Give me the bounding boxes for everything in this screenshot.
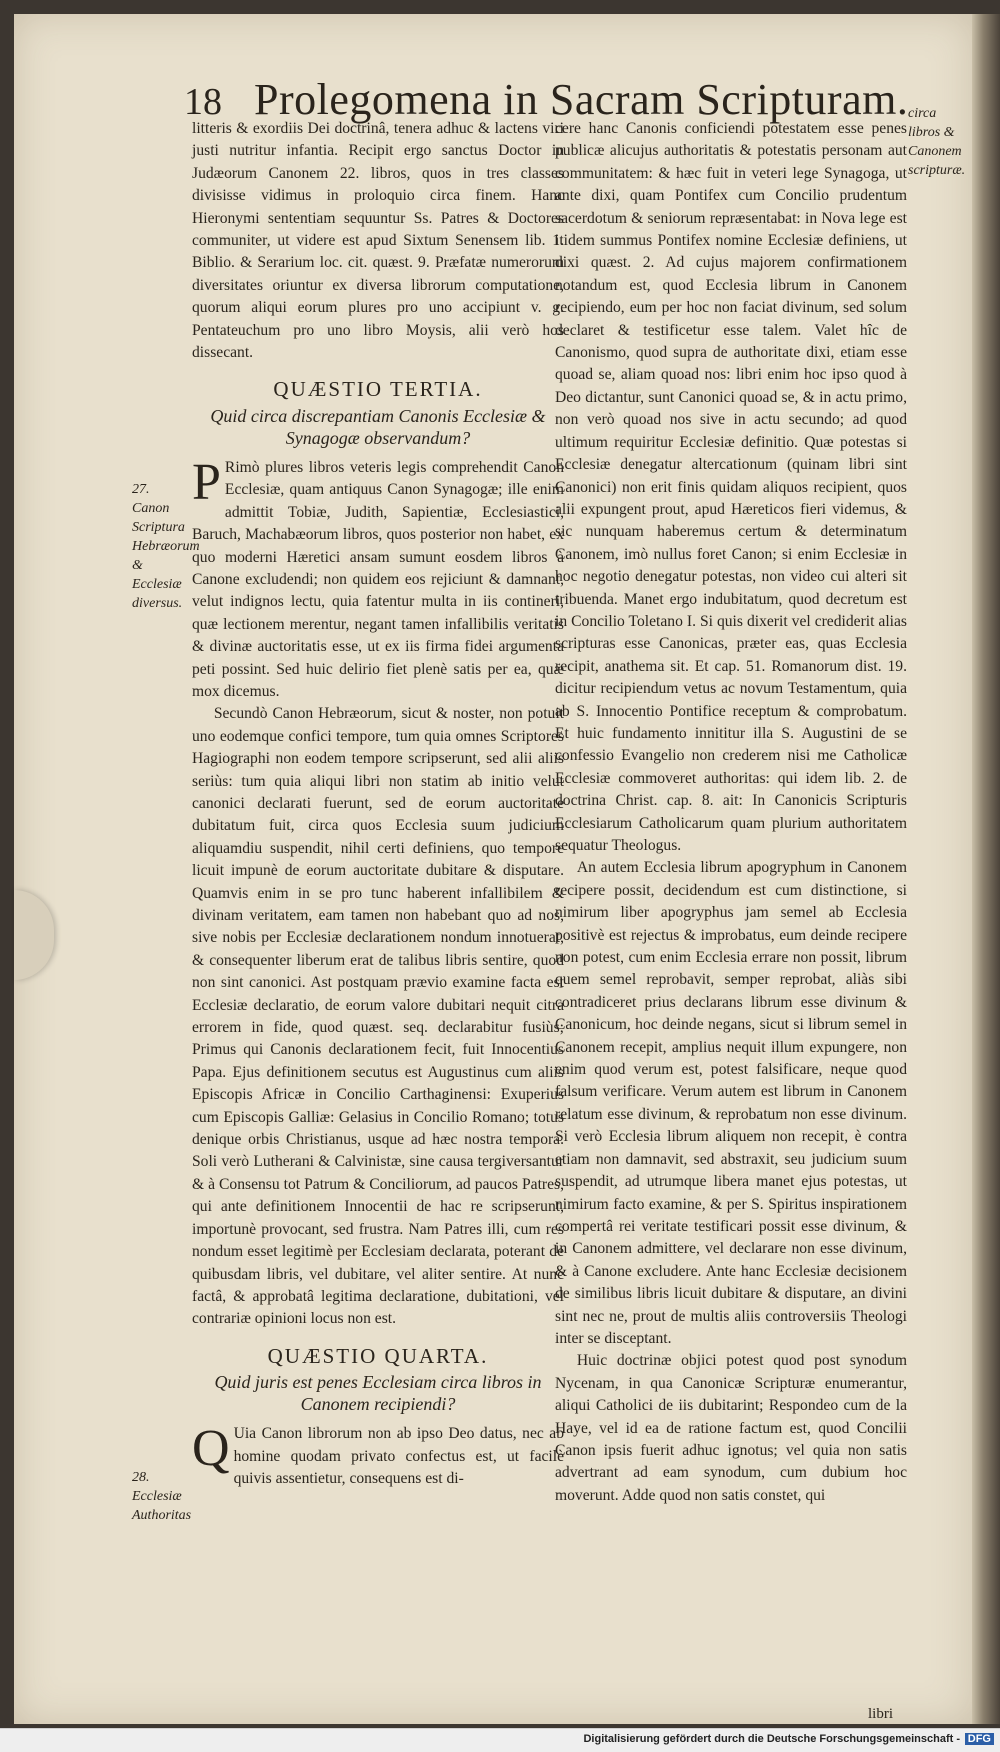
digitization-footer [0, 1728, 1000, 1752]
quaestio-quarta-heading: QUÆSTIO QUARTA. [267, 1343, 489, 1368]
margin-note-28: 28. Ecclesiæ Authoritas [132, 1470, 192, 1523]
right-paragraph-3: Huic doctrinæ objici potest quod post synodum Nycenam, in qua Canonicæ Scripturæ enumerantur, aliqui Catholici de iis dubitarint; Respondeo cum de la Haye, vel id ea de ratione factum est, quod Concilii Canon ipsis fuerit adhuc ignotus; vel quia non satis advertrant ad eam synodum, cum dubium hoc moverunt. Adde quod non satis constet, qui [555, 1352, 907, 1504]
right-column [555, 118, 907, 1507]
quaestio-quarta-paragraph-1 [192, 1420, 564, 1490]
left-column [192, 118, 564, 1490]
running-title: Prolegomena in Sacram Scripturam. [254, 75, 909, 124]
margin-note-27: 27. Canon Scriptura Hebræorum & Ecclesiæ diversus. [132, 482, 200, 611]
quaestio-quarta-subtitle: Quid juris est penes Ecclesiam circa libros in Canonem recipiendi? [214, 1372, 542, 1415]
quaestio-tertia-heading: QUÆSTIO TERTIA. [273, 377, 483, 402]
margin-note-circa-libros: circa libros & Canonem scripturæ. [908, 106, 966, 178]
quaestio-quarta-text-1: Uia Canon librorum non ab ipso Deo datus, nec ab homine quodam privato confectus est, ut facilè quivis assentietur, consequens est di- [233, 1425, 564, 1487]
book-page-edge [972, 14, 1000, 1724]
right-paragraph-1: cere hanc Canonis conficiendi potestatem esse penes publicæ alicujus authoritatis & potestatis personam aut communitatem: & hæc fuit in veteri lege Synagoga, ut ante dixi, quam Pontifex cum Concilio prudentum sacerdotum & seniorum repræsentabat: in Nova lege est itidem summus Pontifex nomine Ecclesiæ definiens, ut dixi quæst. 2. Ad cujus majorem confirmationem notandum est, quod Ecclesia librum in Canonem recipiendo, eum per hoc non faciat divinum, sed solum declaret & testificetur esse talem. Valet hîc de Canonismo, quod supra de authoritate dixi, etiam esse quoad se, aliam quoad nos: libri enim hoc ipso quod à Deo dictantur, sunt Canonici quoad se, & in actu primo, non verò quoad nos sive in actu secundo; ad quod ultimum requiritur Ecclesiæ definitio. Quæ potestas si Ecclesiæ denegatur altercationum (quinam libri sint Canonici) non erit finis quidam aliquos recipient, quos alii expungent prout, apud Hæreticos fieri videmus, & sic nunquam haberemus certum & determinatum Canonem, imò nullus foret Canon; si enim Ecclesiæ in hoc negotio denegatur potestas, non video cui alteri sit tribuenda. Manet ergo indubitatum, quod decretum est in Concilio Toletano I. Si quis dixerit vel crediderit alias scripturas esse Canonicas, præter eas, quas Ecclesia recipit, anathema sit. Et cap. 51. Romanorum dist. 19. dicitur recipiendum vetus ac novum Testamentum, quia ab S. Innocentio Pontifice receptum & comprobatum. Et huic fundamento innititur illa S. Augustini de se confessio Evangelio non crederem nisi me Catholicæ Ecclesiæ commoveret authoritas: qui idem lib. 2. de doctrina Christ. cap. 8. ait: In Canonicis Scripturis Ecclesiarum Catholicarum quam plurium authoritatem sequatur Theologus. [555, 120, 907, 854]
page-number: 18 [184, 81, 222, 123]
quaestio-tertia-paragraph-1 [192, 453, 564, 703]
catchword: libri [868, 1706, 893, 1722]
quaestio-tertia-text-1: Rimò plures libros veteris legis comprehendit Canon Ecclesiæ, quam antiquus Canon Synagogæ; ille enim admittit Tobiæ, Judith, Sapientiæ, Ecclesiastici, Baruch, Machabæorum libros, quos posterior non habet, ex quo moderni Hæretici ansam sumunt eosdem libros à Canone excludendi; non quidem eos rejiciunt & damnant, velut indignos lectu, quia fatentur multa in iis contineri, quæ lectionem merentur, negant tamen infallibilis veritatis & divinæ auctoritatis esse, ut ex iis firma fidei argumenta peti possint. Sed huic delirio fiet plenè satis per ea, quæ mox dicemus. [192, 458, 564, 700]
dropcap-p: P [192, 453, 221, 511]
dropcap-q: Q [192, 1420, 230, 1478]
dfg-logo-icon: DFG [965, 1733, 994, 1745]
footer-credit: Digitalisierung gefördert durch die Deutsche Forschungsgemeinschaft - [583, 1733, 960, 1745]
quaestio-tertia-subtitle: Quid circa discrepantiam Canonis Ecclesiæ & Synagogæ observandum? [210, 405, 546, 448]
right-paragraph-2: An autem Ecclesia librum apogryphum in Canonem recipere possit, decidendum est cum distinctione, si nimirum liber apogryphus jam semel ab Ecclesia positivè est rejectus & improbatus, eum deinde recipere non potest, cum enim Ecclesia errare non possit, librum quem semel reprobavit, semper reprobat, aliàs sibi contradiceret prius declarans librum esse divinum & Canonicum, hoc deinde negans, sicut si librum semel in Canonem recepit, amplius nequit illum expungere, non enim quod verum est, potest falsificare, neque quod falsum verificare. Verum autem est librum in Canonem relatum esse divinum, & reprobatum non esse divinum. Si verò Ecclesia librum aliquem non recepit, è contra etiam non damnavit, sed abstraxit, seu judicium suum suspendit, ad utrumque libera manet ejus potestas, ut nimirum facto examine, & per S. Spiritus inspirationem compertâ rei veritate testificari possit esse divinum, & in Canonem admittere, vel declarare non esse divinum, & à Canone excludere. Ante hanc Ecclesiæ decisionem de similibus libris licuit dubitare & disputare, an divini sint nec ne, prout de multis aliis controversiis Theologi inter se disceptant. [555, 859, 907, 1347]
left-paragraph-1: litteris & exordiis Dei doctrinâ, tenera adhuc & lactens viri justi nutritur infantia. Recipit ergo sanctus Doctor in Judæorum Canonem 22. libros, quos in tres classes divisisse vidimus in proloquio circa finem. Hanc Hieronymi sententiam sequuntur Ss. Patres & Doctores communiter, ut videre est apud Sixtum Senensem lib. 1. Biblio. & Serarium loc. cit. quæst. 9. Præfatæ numerorum diversitates oriuntur ex diversa librorum computatione, quorum aliqui eorum plures pro uno accipiunt v. g. Pentateuchum pro uno libro Moysis, alii verò hos dissecant. [192, 120, 564, 362]
quaestio-tertia-paragraph-2: Secundò Canon Hebræorum, sicut & noster, non potuit uno eodemque confici tempore, tum quia omnes Scriptores Hagiographi non eodem tempore scripserunt, sed alii aliis seriùs: tum quia aliqui libri non statim ab initio velut canonici declarati fuerunt, sed de eorum auctoritate dubitatum fuit, circa quos Ecclesia suum judicium aliquamdiu suspendit, nihil certi definiens, quo tempore licuit impunè de eorum auctoritate dubitare & disputare. Quamvis enim in se pro tunc haberent infallibilem & divinam veritatem, eam tamen non habebant quo ad nos, sive nobis per Ecclesiæ declarationem nondum innotuerat, & consequenter liberum erat de talibus libris sentire, quod non sint canonici. Ast postquam prævio examine facta est Ecclesiæ declaratio, de eorum valore dubitari nequit citra errorem in fide, quod quæst. seq. declarabitur fusiùs; Primus qui Canonis declarationem fecit, fuit Innocentius Papa. Ejus definitionem secutus est Augustinus cum aliis Episcopis Africæ in Concilio Carthaginensi: Exuperius cum Episcopis Galliæ: Gelasius in Concilio Romano; totus denique orbis Christianus, usque ad hæc nostra tempora. Soli verò Lutherani & Calvinistæ, sine causa tergiversantur & à Consensu tot Patrum & Conciliorum, ad paucos Patres, qui ante definitionem Innocentii de hac re scripserunt, importunè provocant, sed frustra. Nam Patres illi, cum res nondum esset legitimè per Ecclesiam declarata, poterant de quibusdam libris, vel dubitare, vel aliter sentire. At nunc factâ, & approbatâ legitima declaratione, dubitationi, vel contrariæ opinioni locus non est. [192, 705, 564, 1328]
